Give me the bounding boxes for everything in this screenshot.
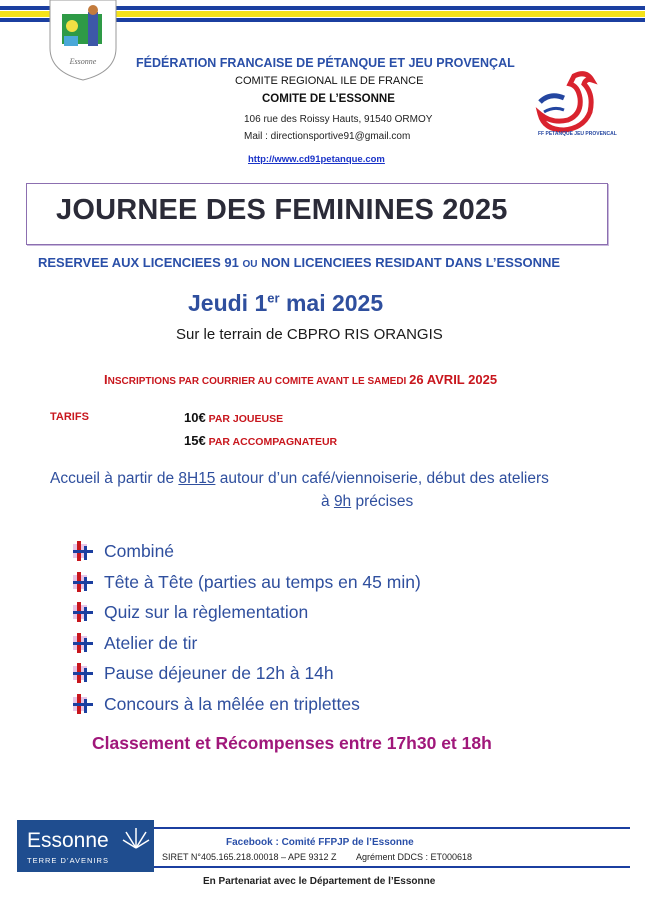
svg-text:Essonne: Essonne (69, 57, 97, 66)
ffpjp-rooster-logo (534, 68, 617, 148)
sun-rays-icon (121, 824, 151, 854)
classement-text: Classement et Récompenses entre 17h30 et 18h (92, 733, 492, 753)
svg-text:FF PETANQUE JEU PROVENCAL: FF PETANQUE JEU PROVENCAL (538, 131, 617, 137)
comite-regional: COMITE REGIONAL ILE DE FRANCE (235, 75, 424, 87)
tarif-joueuse: 10€ PAR JOUEUSE (184, 410, 284, 425)
event-location: Sur le terrain de CBPRO RIS ORANGIS (176, 326, 443, 343)
federation-name: FÉDÉRATION FRANCAISE DE PÉTANQUE ET JEU PROVENÇAL (136, 56, 515, 70)
bullet-icon (72, 540, 94, 562)
bullet-icon (72, 693, 94, 715)
accueil-line-2: à 9h précises (321, 493, 414, 510)
list-item: Atelier de tir (72, 632, 421, 663)
event-date: Jeudi 1er mai 2025 (188, 290, 384, 316)
email[interactable]: Mail : directionsportive91@gmail.com (244, 131, 411, 142)
inscriptions-notice: INSCRIPTIONS PAR COURRIER AU COMITE AVANT LE SAMEDI 26 AVRIL 2025 (104, 372, 498, 387)
partenariat-text: En Partenariat avec le Département de l’Essonne (203, 876, 436, 887)
list-item: Pause déjeuner de 12h à 14h (72, 662, 421, 693)
comite-essonne: COMITE DE L’ESSONNE (262, 93, 395, 105)
agrement-text: Agrément DDCS : ET000618 (356, 852, 473, 862)
list-item: Tête à Tête (parties au temps en 45 min) (72, 571, 421, 602)
bullet-icon (72, 632, 94, 654)
website-link[interactable]: http://www.cd91petanque.com (248, 154, 385, 165)
bullet-icon (72, 662, 94, 684)
bullet-icon (72, 571, 94, 593)
list-item: Concours à la mêlée en triplettes (72, 693, 421, 724)
address: 106 rue des Roissy Hauts, 91540 ORMOY (244, 114, 433, 125)
siret-text: SIRET N°405.165.218.00018 – APE 9312 Z (162, 852, 337, 862)
list-item: Combiné (72, 540, 421, 571)
page-title: JOURNEE DES FEMININES 2025 (56, 194, 508, 226)
list-item: Quiz sur la règlementation (72, 601, 421, 632)
tarifs-label: TARIFS (50, 411, 89, 423)
essonne-logo: Essonne TERRE D’AVENIRS (17, 820, 154, 872)
tarif-accompagnateur: 15€ PAR ACCOMPAGNATEUR (184, 433, 338, 448)
accueil-line-1: Accueil à partir de 8H15 autour d’un café/viennoiserie, début des ateliers (50, 470, 549, 487)
essonne-shield-logo (48, 0, 118, 80)
reserve-line: RESERVEE AUX LICENCIEES 91 OU NON LICENCIEES RESIDANT DANS L’ESSONNE (38, 255, 561, 270)
activities-list (72, 540, 421, 723)
bullet-icon (72, 601, 94, 623)
facebook-text: Facebook : Comité FFPJP de l’Essonne (226, 837, 414, 848)
